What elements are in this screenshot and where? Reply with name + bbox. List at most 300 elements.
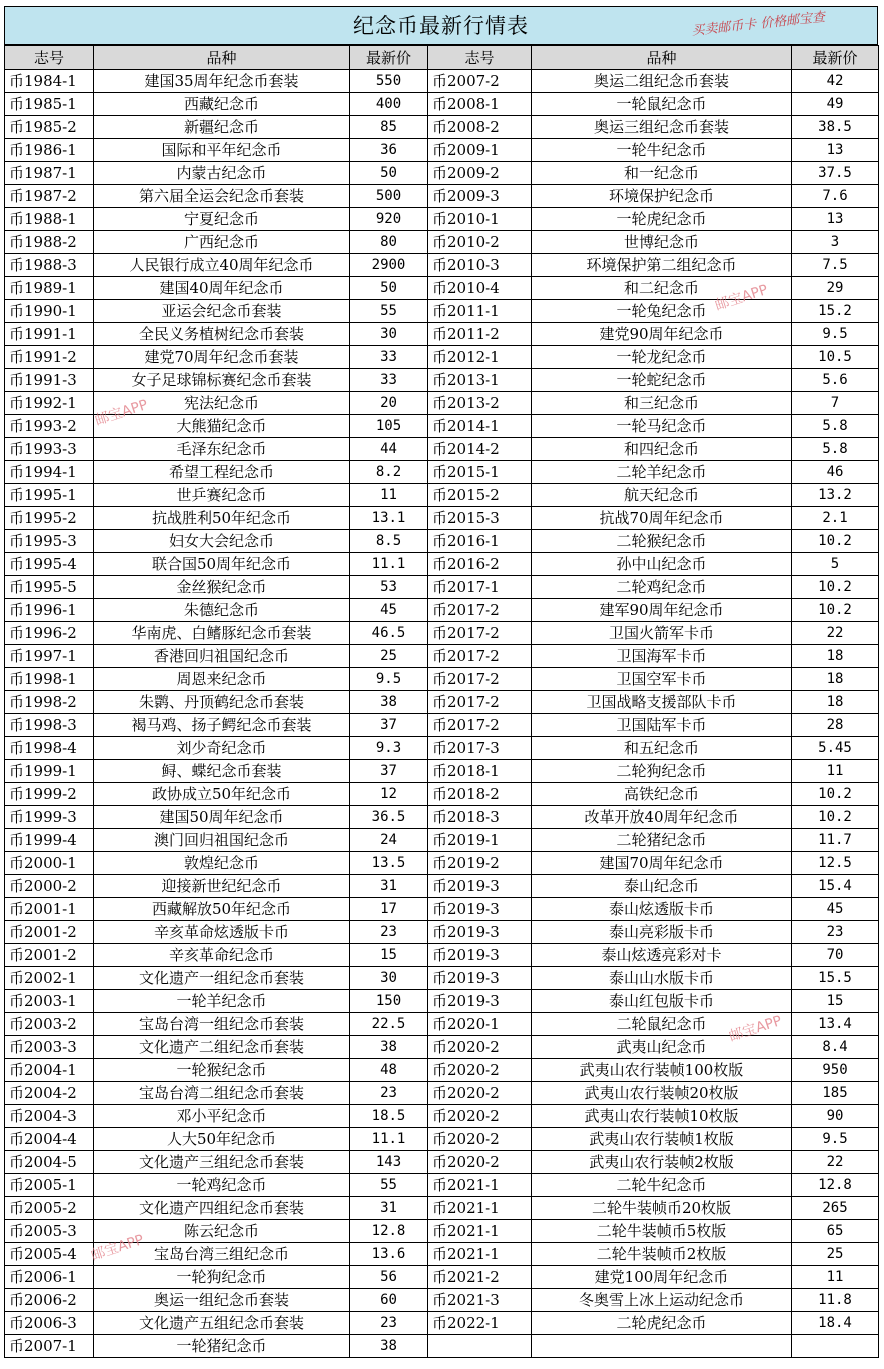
name-cell: 文化遗产五组纪念币套装 (94, 1312, 350, 1335)
price-cell: 23 (792, 921, 879, 944)
price-cell: 23 (350, 1082, 428, 1105)
price-cell: 24 (350, 829, 428, 852)
price-cell: 8.5 (350, 530, 428, 553)
name-cell: 宝岛台湾一组纪念币套装 (94, 1013, 350, 1036)
name-cell: 冬奥雪上冰上运动纪念币 (532, 1289, 792, 1312)
name-cell: 泰山炫透亮彩对卡 (532, 944, 792, 967)
price-cell: 265 (792, 1197, 879, 1220)
name-cell: 宝岛台湾三组纪念币 (94, 1243, 350, 1266)
table-row (5, 1128, 879, 1151)
code-cell: 币1993-3 (5, 438, 94, 461)
price-cell: 37.5 (792, 162, 879, 185)
name-cell: 建国70周年纪念币 (532, 852, 792, 875)
name-cell: 一轮鸡纪念币 (94, 1174, 350, 1197)
price-cell: 13 (792, 139, 879, 162)
price-cell: 36.5 (350, 806, 428, 829)
code-cell: 币2015-3 (428, 507, 532, 530)
code-cell: 币1998-4 (5, 737, 94, 760)
code-cell: 币1995-3 (5, 530, 94, 553)
price-cell: 500 (350, 185, 428, 208)
name-cell: 环境保护纪念币 (532, 185, 792, 208)
code-cell: 币2002-1 (5, 967, 94, 990)
name-cell: 文化遗产二组纪念币套装 (94, 1036, 350, 1059)
code-cell: 币2017-2 (428, 645, 532, 668)
name-cell: 文化遗产四组纪念币套装 (94, 1197, 350, 1220)
name-cell: 朱德纪念币 (94, 599, 350, 622)
code-cell: 币1991-3 (5, 369, 94, 392)
name-cell: 宁夏纪念币 (94, 208, 350, 231)
name-cell: 航天纪念币 (532, 484, 792, 507)
name-cell: 和三纪念币 (532, 392, 792, 415)
name-cell: 一轮马纪念币 (532, 415, 792, 438)
code-cell: 币1996-2 (5, 622, 94, 645)
price-cell: 150 (350, 990, 428, 1013)
name-cell: 敦煌纪念币 (94, 852, 350, 875)
watermark: 邮宝APP (93, 396, 150, 429)
name-cell: 一轮猪纪念币 (94, 1335, 350, 1358)
watermark: 邮宝APP (89, 1231, 146, 1264)
code-cell: 币1988-3 (5, 254, 94, 277)
code-cell: 币2010-4 (428, 277, 532, 300)
code-cell: 币2006-1 (5, 1266, 94, 1289)
table-row (5, 231, 879, 254)
name-cell: 武夷山农行装帧2枚版 (532, 1151, 792, 1174)
table-row (5, 1335, 879, 1358)
code-cell: 币2005-4 (5, 1243, 94, 1266)
name-cell: 宝岛台湾二组纪念币套装 (94, 1082, 350, 1105)
table-body (5, 70, 879, 1358)
table-row (5, 622, 879, 645)
price-cell: 50 (350, 277, 428, 300)
name-cell: 泰山红包版卡币 (532, 990, 792, 1013)
price-cell: 13.2 (792, 484, 879, 507)
price-cell: 23 (350, 921, 428, 944)
price-cell: 8.2 (350, 461, 428, 484)
code-cell: 币2020-2 (428, 1105, 532, 1128)
name-cell: 邓小平纪念币 (94, 1105, 350, 1128)
name-cell: 泰山山水版卡币 (532, 967, 792, 990)
price-sheet (4, 6, 878, 1358)
code-cell: 币2001-2 (5, 944, 94, 967)
name-cell: 环境保护第二组纪念币 (532, 254, 792, 277)
price-cell: 18.4 (792, 1312, 879, 1335)
table-row (5, 1151, 879, 1174)
code-cell: 币1992-1 (5, 392, 94, 415)
price-cell: 22 (792, 1151, 879, 1174)
price-cell: 28 (792, 714, 879, 737)
name-cell: 高铁纪念币 (532, 783, 792, 806)
name-cell: 建国50周年纪念币 (94, 806, 350, 829)
price-cell: 15.2 (792, 300, 879, 323)
code-cell: 币2021-2 (428, 1266, 532, 1289)
code-cell: 币2010-2 (428, 231, 532, 254)
price-cell: 46.5 (350, 622, 428, 645)
code-cell: 币1985-1 (5, 93, 94, 116)
name-cell: 二轮鼠纪念币 (532, 1013, 792, 1036)
header-price: 最新价 (792, 46, 879, 70)
table-row (5, 829, 879, 852)
name-cell: 和五纪念币 (532, 737, 792, 760)
price-cell: 53 (350, 576, 428, 599)
name-cell: 奥运一组纪念币套装 (94, 1289, 350, 1312)
name-cell: 武夷山纪念币 (532, 1036, 792, 1059)
name-cell: 大熊猫纪念币 (94, 415, 350, 438)
code-cell: 币2006-2 (5, 1289, 94, 1312)
name-cell: 卫国火箭军卡币 (532, 622, 792, 645)
table-row (5, 1197, 879, 1220)
name-cell: 褐马鸡、扬子鳄纪念币套装 (94, 714, 350, 737)
code-cell: 币2017-3 (428, 737, 532, 760)
table-row (5, 921, 879, 944)
price-cell: 550 (350, 70, 428, 93)
table-row (5, 806, 879, 829)
code-cell: 币2017-1 (428, 576, 532, 599)
price-cell: 48 (350, 1059, 428, 1082)
code-cell: 币1988-2 (5, 231, 94, 254)
name-cell: 陈云纪念币 (94, 1220, 350, 1243)
table-row (5, 507, 879, 530)
price-cell: 2900 (350, 254, 428, 277)
code-cell: 币2005-2 (5, 1197, 94, 1220)
price-cell: 56 (350, 1266, 428, 1289)
name-cell: 一轮蛇纪念币 (532, 369, 792, 392)
code-cell: 币2009-3 (428, 185, 532, 208)
name-cell: 泰山炫透版卡币 (532, 898, 792, 921)
name-cell: 一轮牛纪念币 (532, 139, 792, 162)
name-cell: 奥运二组纪念币套装 (532, 70, 792, 93)
price-cell: 5.6 (792, 369, 879, 392)
code-cell: 币2019-3 (428, 967, 532, 990)
price-cell: 31 (350, 875, 428, 898)
table-row (5, 530, 879, 553)
price-cell: 18 (792, 668, 879, 691)
name-cell: 内蒙古纪念币 (94, 162, 350, 185)
table-row (5, 852, 879, 875)
price-cell: 45 (792, 898, 879, 921)
code-cell: 币2021-1 (428, 1220, 532, 1243)
code-cell: 币2008-1 (428, 93, 532, 116)
code-cell: 币1998-1 (5, 668, 94, 691)
code-cell: 币2019-3 (428, 944, 532, 967)
code-cell: 币1999-2 (5, 783, 94, 806)
code-cell: 币2005-3 (5, 1220, 94, 1243)
price-cell: 15.5 (792, 967, 879, 990)
price-cell: 13.1 (350, 507, 428, 530)
price-cell: 33 (350, 369, 428, 392)
code-cell: 币2009-2 (428, 162, 532, 185)
code-cell: 币2004-4 (5, 1128, 94, 1151)
price-cell: 15.4 (792, 875, 879, 898)
header-code: 志号 (428, 46, 532, 70)
price-cell: 13.4 (792, 1013, 879, 1036)
price-cell: 60 (350, 1289, 428, 1312)
name-cell: 亚运会纪念币套装 (94, 300, 350, 323)
name-cell: 武夷山农行装帧10枚版 (532, 1105, 792, 1128)
code-cell: 币1984-1 (5, 70, 94, 93)
name-cell: 国际和平年纪念币 (94, 139, 350, 162)
table-row (5, 1312, 879, 1335)
code-cell: 币2019-2 (428, 852, 532, 875)
code-cell: 币1995-4 (5, 553, 94, 576)
code-cell: 币2018-1 (428, 760, 532, 783)
code-cell: 币2003-3 (5, 1036, 94, 1059)
price-cell: 2.1 (792, 507, 879, 530)
price-cell: 12.8 (792, 1174, 879, 1197)
name-cell: 武夷山农行装帧1枚版 (532, 1128, 792, 1151)
code-cell: 币2007-2 (428, 70, 532, 93)
table-row (5, 1289, 879, 1312)
name-cell: 金丝猴纪念币 (94, 576, 350, 599)
price-cell: 9.5 (350, 668, 428, 691)
price-cell: 20 (350, 392, 428, 415)
brand-stamp: 买卖邮币卡 价格邮宝查 (690, 10, 826, 39)
code-cell: 币1998-2 (5, 691, 94, 714)
code-cell: 币2017-2 (428, 691, 532, 714)
name-cell: 建党100周年纪念币 (532, 1266, 792, 1289)
code-cell: 币1997-1 (5, 645, 94, 668)
code-cell: 币2005-1 (5, 1174, 94, 1197)
code-cell: 币2019-3 (428, 921, 532, 944)
code-cell: 币2004-1 (5, 1059, 94, 1082)
code-cell: 币1990-1 (5, 300, 94, 323)
table-row (5, 1105, 879, 1128)
name-cell: 联合国50周年纪念币 (94, 553, 350, 576)
code-cell: 币2004-3 (5, 1105, 94, 1128)
price-cell: 143 (350, 1151, 428, 1174)
name-cell: 华南虎、白鳍豚纪念币套装 (94, 622, 350, 645)
title-bar (4, 6, 878, 45)
code-cell: 币1985-2 (5, 116, 94, 139)
name-cell: 二轮羊纪念币 (532, 461, 792, 484)
price-cell: 30 (350, 323, 428, 346)
price-table (4, 45, 879, 1358)
code-cell: 币2020-2 (428, 1036, 532, 1059)
code-cell: 币1991-1 (5, 323, 94, 346)
code-cell: 币2021-1 (428, 1243, 532, 1266)
table-row (5, 1174, 879, 1197)
name-cell: 卫国空军卡币 (532, 668, 792, 691)
table-row (5, 714, 879, 737)
name-cell: 女子足球锦标赛纪念币套装 (94, 369, 350, 392)
name-cell: 西藏解放50年纪念币 (94, 898, 350, 921)
price-cell: 44 (350, 438, 428, 461)
code-cell: 币1993-2 (5, 415, 94, 438)
price-cell: 17 (350, 898, 428, 921)
table-row (5, 93, 879, 116)
code-cell: 币1996-1 (5, 599, 94, 622)
code-cell: 币2015-1 (428, 461, 532, 484)
name-cell: 宪法纪念币 (94, 392, 350, 415)
name-cell: 建军90周年纪念币 (532, 599, 792, 622)
code-cell: 币1999-1 (5, 760, 94, 783)
code-cell: 币2001-2 (5, 921, 94, 944)
code-cell: 币2021-1 (428, 1174, 532, 1197)
code-cell: 币2017-2 (428, 599, 532, 622)
name-cell: 二轮牛装帧币5枚版 (532, 1220, 792, 1243)
price-cell: 10.2 (792, 599, 879, 622)
name-cell: 建党70周年纪念币套装 (94, 346, 350, 369)
code-cell: 币2004-5 (5, 1151, 94, 1174)
table-row (5, 162, 879, 185)
name-cell: 抗战胜利50年纪念币 (94, 507, 350, 530)
table-row (5, 116, 879, 139)
price-cell: 11 (792, 1266, 879, 1289)
code-cell: 币2004-2 (5, 1082, 94, 1105)
header-code: 志号 (5, 46, 94, 70)
price-cell: 25 (792, 1243, 879, 1266)
price-cell: 12.8 (350, 1220, 428, 1243)
code-cell: 币2017-2 (428, 668, 532, 691)
price-cell: 80 (350, 231, 428, 254)
price-cell: 70 (792, 944, 879, 967)
name-cell: 卫国陆军卡币 (532, 714, 792, 737)
table-row (5, 346, 879, 369)
name-cell: 一轮鼠纪念币 (532, 93, 792, 116)
name-cell: 二轮猴纪念币 (532, 530, 792, 553)
price-cell: 950 (792, 1059, 879, 1082)
name-cell: 改革开放40周年纪念币 (532, 806, 792, 829)
price-cell: 10.2 (792, 576, 879, 599)
price-cell: 18 (792, 691, 879, 714)
code-cell: 币2017-2 (428, 714, 532, 737)
code-cell: 币1999-3 (5, 806, 94, 829)
price-cell: 23 (350, 1312, 428, 1335)
price-cell: 8.4 (792, 1036, 879, 1059)
code-cell: 币1995-5 (5, 576, 94, 599)
name-cell: 孙中山纪念币 (532, 553, 792, 576)
price-cell: 85 (350, 116, 428, 139)
table-row (5, 1082, 879, 1105)
table-row (5, 1013, 879, 1036)
table-row (5, 645, 879, 668)
table-row (5, 1243, 879, 1266)
name-cell: 刘少奇纪念币 (94, 737, 350, 760)
header-row (5, 46, 879, 70)
code-cell: 币1998-3 (5, 714, 94, 737)
header-name: 品种 (532, 46, 792, 70)
price-cell: 11 (350, 484, 428, 507)
price-cell: 36 (350, 139, 428, 162)
price-cell: 18 (792, 645, 879, 668)
name-cell: 一轮虎纪念币 (532, 208, 792, 231)
table-row (5, 553, 879, 576)
name-cell: 和一纪念币 (532, 162, 792, 185)
name-cell: 妇女大会纪念币 (94, 530, 350, 553)
code-cell: 币2003-2 (5, 1013, 94, 1036)
code-cell: 币2019-3 (428, 898, 532, 921)
name-cell: 二轮狗纪念币 (532, 760, 792, 783)
name-cell: 一轮猴纪念币 (94, 1059, 350, 1082)
price-cell: 38 (350, 691, 428, 714)
table-row (5, 70, 879, 93)
name-cell: 周恩来纪念币 (94, 668, 350, 691)
price-cell: 11.1 (350, 553, 428, 576)
price-cell: 33 (350, 346, 428, 369)
name-cell: 二轮鸡纪念币 (532, 576, 792, 599)
price-cell: 55 (350, 1174, 428, 1197)
code-cell: 币2000-1 (5, 852, 94, 875)
name-cell: 抗战70周年纪念币 (532, 507, 792, 530)
table-row (5, 691, 879, 714)
code-cell: 币2007-1 (5, 1335, 94, 1358)
name-cell: 二轮猪纪念币 (532, 829, 792, 852)
price-cell: 10.2 (792, 783, 879, 806)
name-cell: 一轮龙纪念币 (532, 346, 792, 369)
price-cell: 37 (350, 760, 428, 783)
table-row (5, 760, 879, 783)
price-cell: 29 (792, 277, 879, 300)
table-row (5, 277, 879, 300)
code-cell: 币2015-2 (428, 484, 532, 507)
name-cell: 一轮狗纪念币 (94, 1266, 350, 1289)
code-cell: 币2008-2 (428, 116, 532, 139)
price-cell: 5.45 (792, 737, 879, 760)
table-row (5, 300, 879, 323)
code-cell: 币2011-2 (428, 323, 532, 346)
name-cell: 文化遗产三组纪念币套装 (94, 1151, 350, 1174)
code-cell: 币2009-1 (428, 139, 532, 162)
name-cell: 香港回归祖国纪念币 (94, 645, 350, 668)
table-row (5, 668, 879, 691)
name-cell: 毛泽东纪念币 (94, 438, 350, 461)
name-cell: 卫国海军卡币 (532, 645, 792, 668)
code-cell: 币1987-2 (5, 185, 94, 208)
table-row (5, 599, 879, 622)
price-cell: 38 (350, 1335, 428, 1358)
price-cell: 18.5 (350, 1105, 428, 1128)
code-cell: 币1999-4 (5, 829, 94, 852)
price-cell: 30 (350, 967, 428, 990)
table-row (5, 898, 879, 921)
price-cell: 22 (792, 622, 879, 645)
price-cell: 13.5 (350, 852, 428, 875)
code-cell: 币1994-1 (5, 461, 94, 484)
price-cell (792, 1335, 879, 1358)
price-cell: 185 (792, 1082, 879, 1105)
table-row (5, 875, 879, 898)
code-cell: 币2013-2 (428, 392, 532, 415)
name-cell: 一轮兔纪念币 (532, 300, 792, 323)
price-cell: 15 (350, 944, 428, 967)
table-row (5, 323, 879, 346)
price-cell: 10.2 (792, 530, 879, 553)
price-cell: 5 (792, 553, 879, 576)
code-cell: 币2010-1 (428, 208, 532, 231)
code-cell: 币2010-3 (428, 254, 532, 277)
code-cell: 币2020-1 (428, 1013, 532, 1036)
code-cell: 币2006-3 (5, 1312, 94, 1335)
price-cell: 920 (350, 208, 428, 231)
code-cell: 币2016-1 (428, 530, 532, 553)
price-cell: 11.7 (792, 829, 879, 852)
watermark: 邮宝APP (713, 281, 770, 314)
table-row (5, 990, 879, 1013)
name-cell: 二轮虎纪念币 (532, 1312, 792, 1335)
name-cell: 第六届全运会纪念币套装 (94, 185, 350, 208)
table-row (5, 737, 879, 760)
table-row (5, 1220, 879, 1243)
code-cell: 币1986-1 (5, 139, 94, 162)
name-cell: 二轮牛装帧币2枚版 (532, 1243, 792, 1266)
table-row (5, 438, 879, 461)
name-cell: 广西纪念币 (94, 231, 350, 254)
name-cell: 朱鹮、丹顶鹤纪念币套装 (94, 691, 350, 714)
table-row (5, 484, 879, 507)
name-cell: 建党90周年纪念币 (532, 323, 792, 346)
price-cell: 9.3 (350, 737, 428, 760)
name-cell: 泰山亮彩版卡币 (532, 921, 792, 944)
code-cell: 币2017-2 (428, 622, 532, 645)
